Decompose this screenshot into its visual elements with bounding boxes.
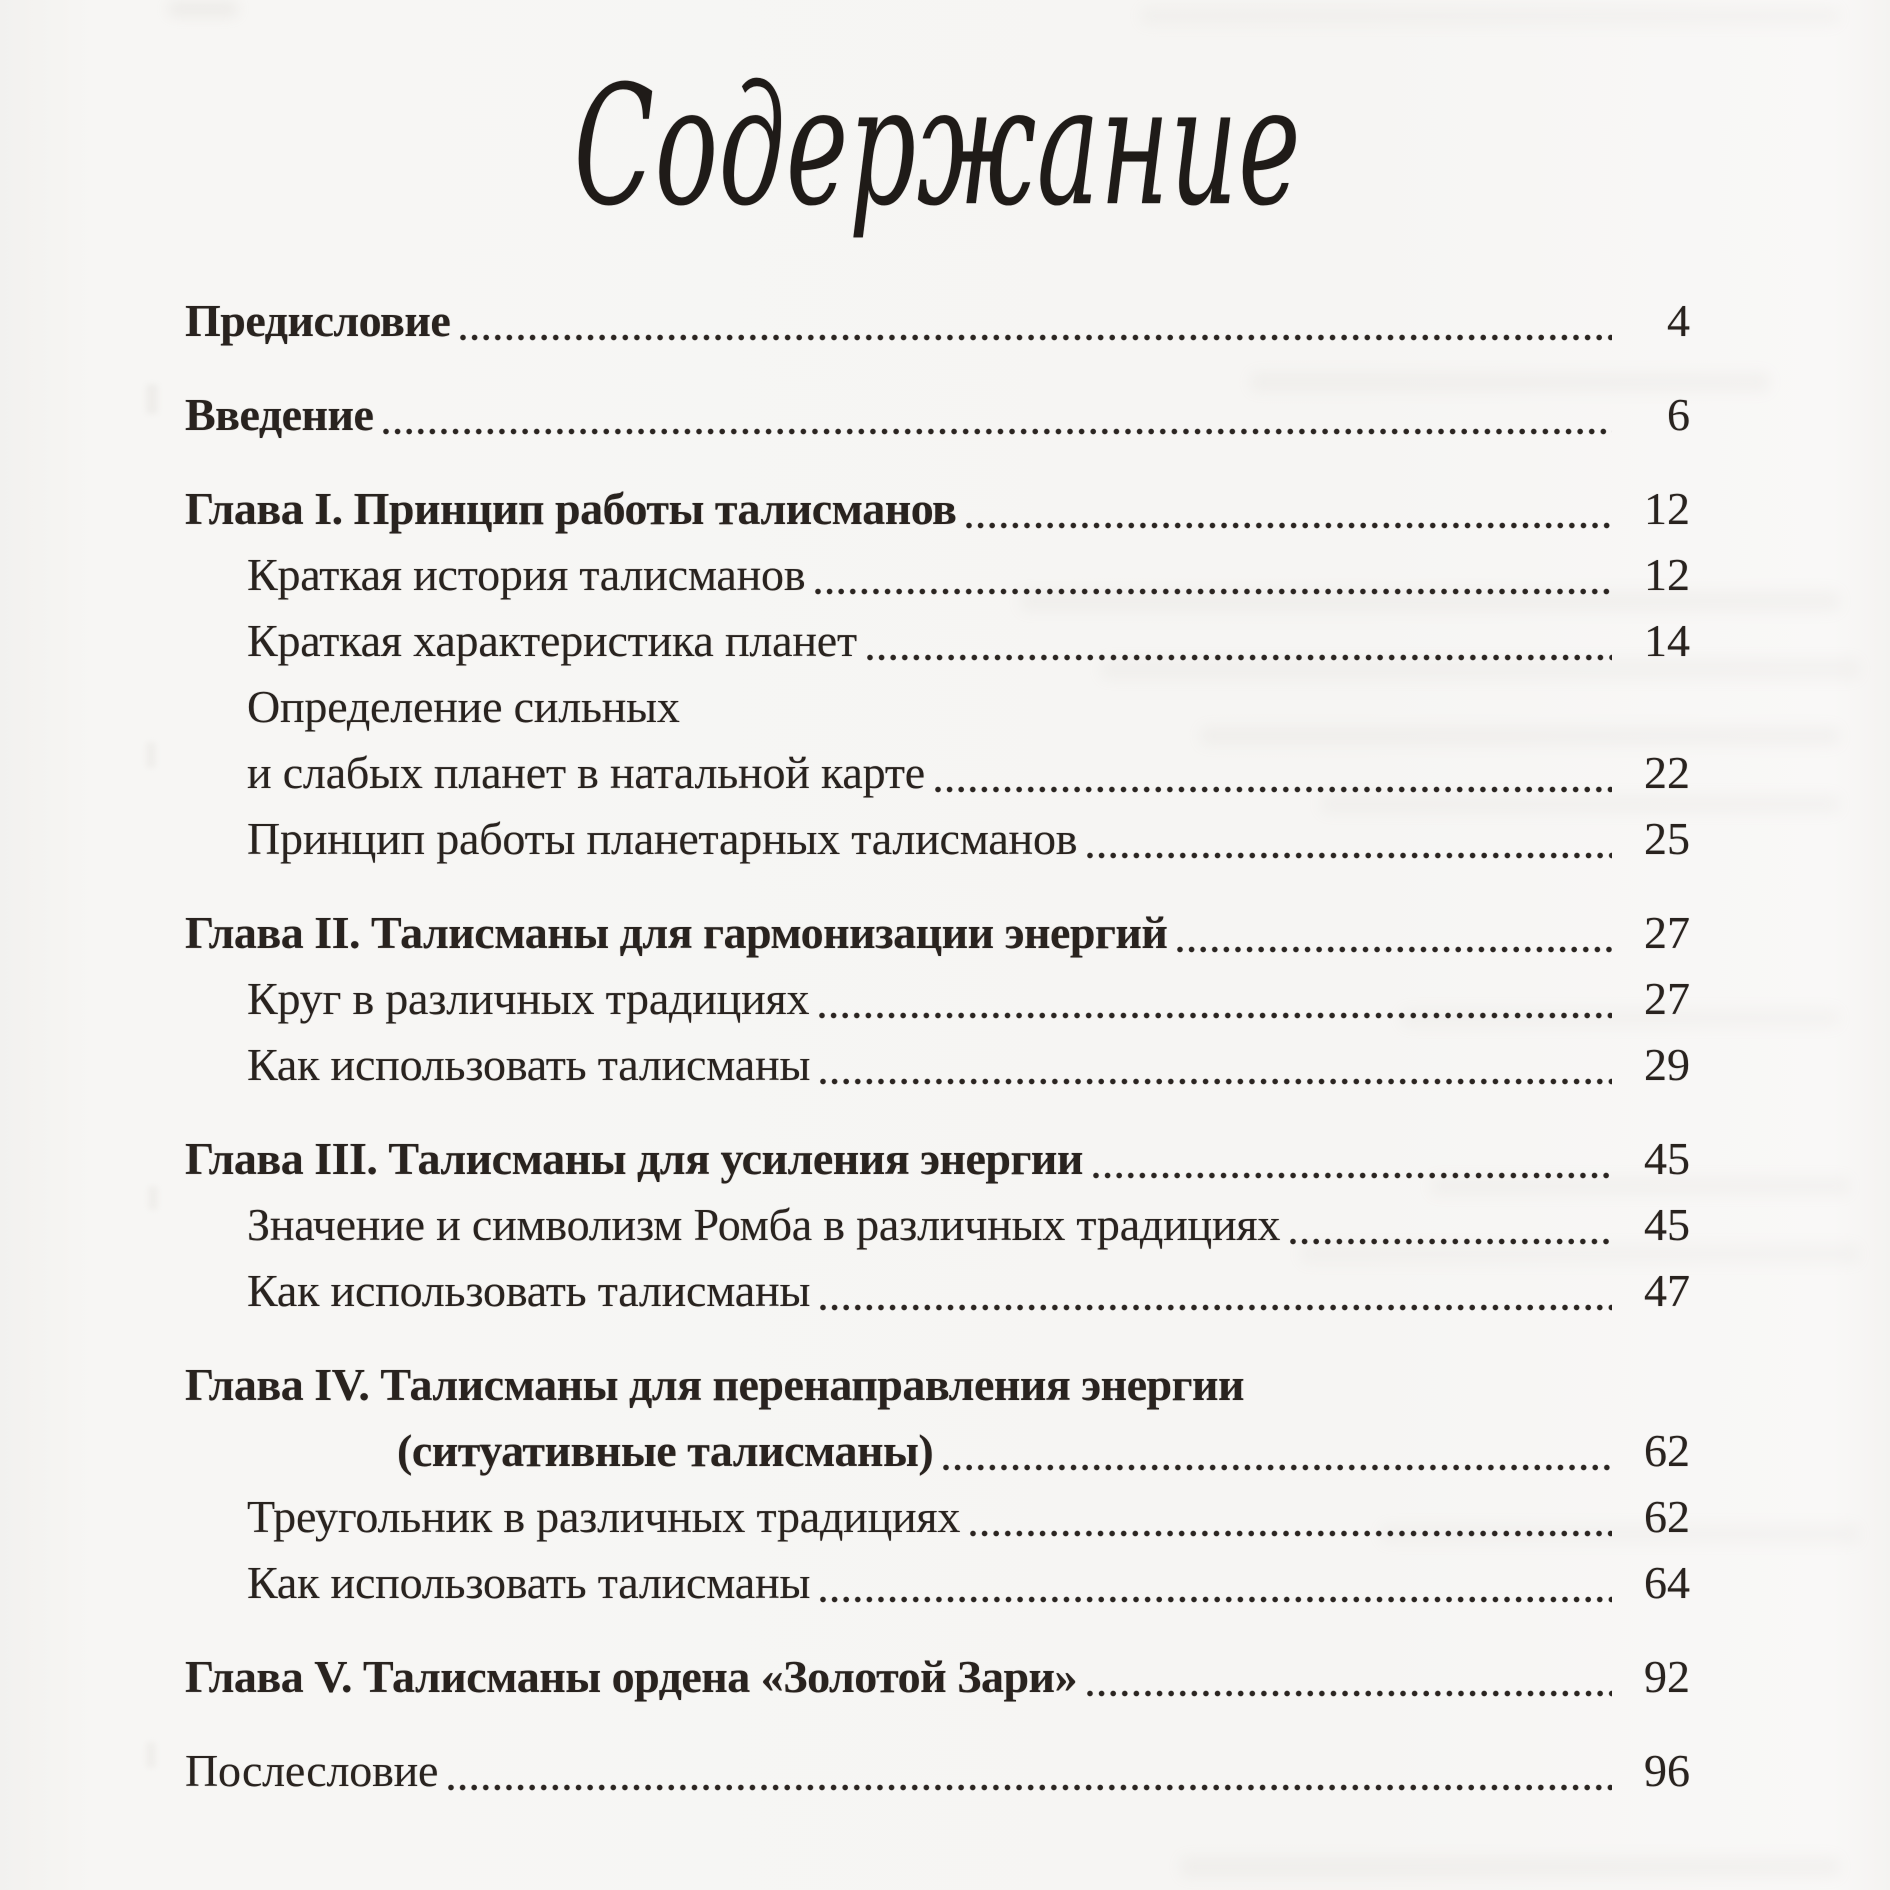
toc-entry-label: Как использовать талисманы bbox=[247, 1039, 811, 1090]
toc-entry bbox=[185, 674, 1690, 740]
toc-entry bbox=[185, 1032, 1690, 1098]
toc-leader-dots bbox=[814, 588, 1612, 595]
toc-entry-label: Глава II. Талисманы для гармонизации энергий bbox=[185, 907, 1168, 958]
toc-entry bbox=[185, 806, 1690, 872]
toc-entry-page-number: 96 bbox=[1644, 1745, 1690, 1796]
toc-entry-page-number: 6 bbox=[1667, 389, 1690, 440]
toc-leader-dots bbox=[1176, 946, 1612, 953]
toc-entry-page-number: 64 bbox=[1644, 1557, 1690, 1608]
scan-artifact bbox=[1140, 6, 1840, 26]
toc-entry-label: Глава III. Талисманы для усиления энергии bbox=[185, 1133, 1083, 1184]
toc-entry-label: Значение и символизм Ромба в различных традициях bbox=[247, 1199, 1281, 1250]
toc-entry-label: Глава I. Принцип работы талисманов bbox=[185, 483, 957, 534]
toc-entry bbox=[185, 1352, 1690, 1418]
toc-entry bbox=[185, 1258, 1690, 1324]
toc-entry bbox=[185, 382, 1690, 448]
toc-entry bbox=[185, 288, 1690, 354]
toc-entry bbox=[185, 1192, 1690, 1258]
toc-leader-dots bbox=[942, 1464, 1612, 1471]
toc-leader-dots bbox=[1092, 1172, 1612, 1179]
toc-entry-label: Круг в различных традициях bbox=[247, 973, 810, 1024]
toc-leader-dots bbox=[1289, 1238, 1612, 1245]
toc-entry-label: Предисловие bbox=[185, 295, 451, 346]
toc-entry bbox=[185, 1738, 1690, 1804]
toc-leader-dots bbox=[819, 1304, 1612, 1311]
toc-entry bbox=[185, 1484, 1690, 1550]
toc-entry bbox=[185, 542, 1690, 608]
toc-entry-label: Треугольник в различных традициях bbox=[247, 1491, 961, 1542]
toc-entry-page-number: 12 bbox=[1644, 483, 1690, 534]
toc-leader-dots bbox=[819, 1596, 1612, 1603]
toc-entry-page-number: 27 bbox=[1644, 973, 1690, 1024]
toc-entry-page-number: 29 bbox=[1644, 1039, 1690, 1090]
toc-entry bbox=[185, 1418, 1690, 1484]
toc-entry bbox=[185, 966, 1690, 1032]
toc-leader-dots bbox=[447, 1784, 1612, 1791]
toc-entry-page-number: 45 bbox=[1644, 1133, 1690, 1184]
toc-leader-dots bbox=[965, 522, 1612, 529]
toc-entry bbox=[185, 1644, 1690, 1710]
toc-entry-page-number: 4 bbox=[1667, 295, 1690, 346]
toc-entry-page-number: 47 bbox=[1644, 1265, 1690, 1316]
toc-entry-label: Краткая характеристика планет bbox=[247, 615, 857, 666]
toc-leader-dots bbox=[1086, 1690, 1612, 1697]
toc-entry-label: Краткая история талисманов bbox=[247, 549, 806, 600]
toc-entry-page-number: 27 bbox=[1644, 907, 1690, 958]
toc-leader-dots bbox=[382, 428, 1612, 435]
toc-entry-label: и слабых планет в натальной карте bbox=[247, 747, 925, 798]
toc-entry-page-number: 62 bbox=[1644, 1491, 1690, 1542]
toc-entry-page-number: 25 bbox=[1644, 813, 1690, 864]
toc-leader-dots bbox=[934, 786, 1612, 793]
toc-entry-label: Глава V. Талисманы ордена «Золотой Зари» bbox=[185, 1651, 1078, 1702]
toc-entry-page-number: 12 bbox=[1644, 549, 1690, 600]
toc-entry-label: Введение bbox=[185, 389, 374, 440]
toc-entry-label: Как использовать талисманы bbox=[247, 1557, 811, 1608]
toc-leader-dots bbox=[1086, 852, 1612, 859]
scan-artifact bbox=[146, 1742, 156, 1768]
toc-entry-page-number: 45 bbox=[1644, 1199, 1690, 1250]
toc-entry bbox=[185, 1126, 1690, 1192]
toc-leader-dots bbox=[459, 334, 1612, 341]
toc-entry bbox=[185, 900, 1690, 966]
toc-entry-label: Определение сильных bbox=[247, 681, 680, 732]
scan-artifact bbox=[146, 384, 158, 414]
toc-entry-page-number: 14 bbox=[1644, 615, 1690, 666]
toc-entry-label: Глава IV. Талисманы для перенаправления энергии bbox=[185, 1359, 1245, 1410]
toc-leader-dots bbox=[969, 1530, 1612, 1537]
scan-artifact bbox=[146, 742, 156, 768]
toc-entry-page-number: 92 bbox=[1644, 1651, 1690, 1702]
page-title: Содержание bbox=[573, 51, 1302, 243]
toc-leader-dots bbox=[819, 1078, 1612, 1085]
toc-entry bbox=[185, 740, 1690, 806]
scan-artifact bbox=[148, 1186, 158, 1210]
scan-artifact bbox=[1180, 1856, 1840, 1878]
toc-entry-label: Как использовать талисманы bbox=[247, 1265, 811, 1316]
toc-entry-label: Послесловие bbox=[185, 1745, 439, 1796]
toc-list bbox=[185, 288, 1690, 1804]
toc-entry bbox=[185, 608, 1690, 674]
toc-entry-label: Принцип работы планетарных талисманов bbox=[247, 813, 1078, 864]
toc-entry-label: (ситуативные талисманы) bbox=[397, 1425, 934, 1476]
toc-entry-page-number: 62 bbox=[1644, 1425, 1690, 1476]
scan-artifact bbox=[168, 2, 238, 16]
toc-entry-page-number: 22 bbox=[1644, 747, 1690, 798]
toc-leader-dots bbox=[866, 654, 1612, 661]
toc-leader-dots bbox=[818, 1012, 1612, 1019]
toc-entry bbox=[185, 476, 1690, 542]
toc-entry bbox=[185, 1550, 1690, 1616]
